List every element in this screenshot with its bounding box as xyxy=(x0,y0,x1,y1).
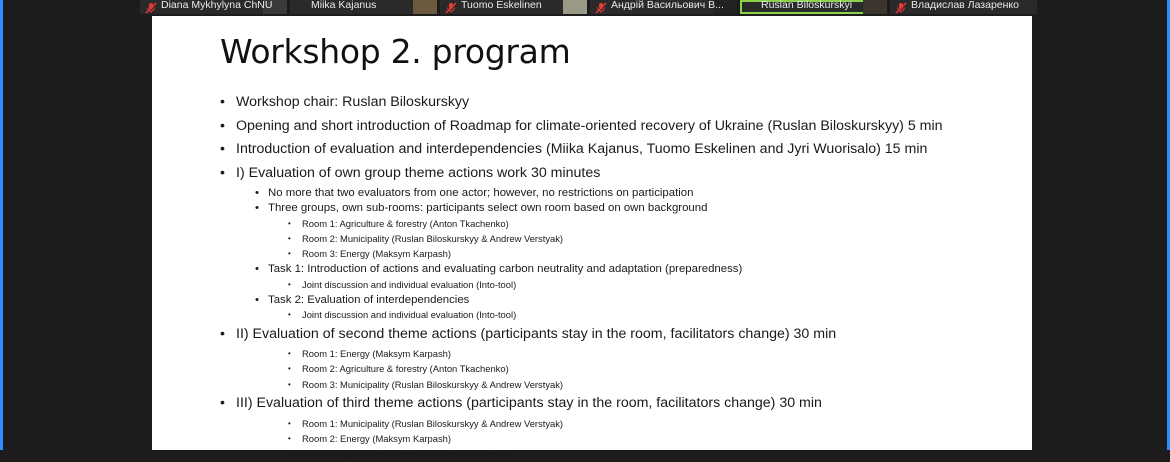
participant-name: Ruslan Biloskurskyi xyxy=(761,0,853,11)
muted-mic-icon xyxy=(895,1,907,13)
participant-tile[interactable] xyxy=(140,0,287,14)
participant-tile[interactable] xyxy=(890,0,1037,14)
muted-mic-icon xyxy=(445,1,457,13)
participant-name: Андрій Васильович В... xyxy=(611,0,724,11)
participant-name: Diana Mykhylyna ChNU xyxy=(161,0,273,11)
participant-name: Tuomo Eskelinen xyxy=(461,0,542,11)
slide-bullet-level-3: • Room 2: Energy (Maksym Karpash) xyxy=(220,432,1020,447)
muted-mic-icon xyxy=(595,1,607,13)
video-thumbnail xyxy=(863,0,887,14)
participant-strip xyxy=(140,0,1040,14)
video-thumbnail xyxy=(563,0,587,14)
slide-bullet-level-3: • Room 1: Energy (Maksym Karpash) xyxy=(220,347,1020,362)
slide-bullet-level-1: • III) Evaluation of third theme actions (participants stay in the room, facilitators change) 30 min xyxy=(220,393,1020,417)
slide-bullet-level-1: • II) Evaluation of second theme actions (participants stay in the room, facilitators change) 30 min xyxy=(220,324,1020,348)
slide-bullet-level-3: • Room 1: Municipality (Ruslan Biloskurskyy & Andrew Verstyak) xyxy=(220,417,1020,432)
participant-tile[interactable] xyxy=(440,0,587,14)
window-border-left xyxy=(0,0,3,450)
slide-bullet-level-1: • Introduction of evaluation and interdependencies (Miika Kajanus, Tuomo Eskelinen and Jyri Wuorisalo) 15 min xyxy=(220,139,1020,163)
slide-bullet-level-3: • Room 2: Agriculture & forestry (Anton Tkachenko) xyxy=(220,362,1020,377)
slide-bullet-level-3: • Room 3: Agriculture & forestry (Anton Tkachenko) xyxy=(220,447,1020,462)
mic-icon xyxy=(295,1,307,13)
slide-bullet-level-2: • No more that two evaluators from one actor; however, no restrictions on participation xyxy=(220,186,1020,201)
video-thumbnail xyxy=(413,0,437,14)
slide-bullet-level-1: • Opening and short introduction of Roadmap for climate-oriented recovery of Ukraine (Ruslan Biloskurskyy) 5 min xyxy=(220,116,1020,140)
slide-title: Workshop 2. program xyxy=(220,32,571,71)
participant-tile[interactable] xyxy=(290,0,437,14)
slide-bullet-level-1: • Workshop chair: Ruslan Biloskurskyy xyxy=(220,92,1020,116)
participant-name: Владислав Лазаренко xyxy=(911,0,1019,11)
participant-tile[interactable] xyxy=(740,0,887,14)
slide-bullet-level-3: • Joint discussion and individual evaluation (Into-tool) xyxy=(220,308,1020,323)
slide-bullet-level-2: • Task 2: Evaluation of interdependencies xyxy=(220,293,1020,308)
slide-bullet-level-3: • Joint discussion and individual evaluation (Into-tool) xyxy=(220,278,1020,293)
participant-tile[interactable] xyxy=(590,0,737,14)
muted-mic-icon xyxy=(145,1,157,13)
slide-bullet-level-2: • Three groups, own sub-rooms: participants select own room based on own background xyxy=(220,201,1020,216)
slide-bullet-level-3: • Room 3: Energy (Maksym Karpash) xyxy=(220,247,1020,262)
shared-slide xyxy=(152,16,1032,460)
participant-name: Miika Kajanus xyxy=(311,0,377,11)
slide-bullet-level-3: • Room 3: Municipality (Ruslan Biloskurskyy & Andrew Verstyak) xyxy=(220,378,1020,393)
slide-bullet-level-3: • Room 2: Municipality (Ruslan Biloskurskyy & Andrew Verstyak) xyxy=(220,232,1020,247)
slide-bullet-level-1: • I) Evaluation of own group theme actions work 30 minutes xyxy=(220,163,1020,187)
slide-bullet-level-3: • Room 1: Agriculture & forestry (Anton Tkachenko) xyxy=(220,217,1020,232)
slide-bullet-level-2: • Task 1: Introduction of actions and evaluating carbon neutrality and adaptation (preparedness) xyxy=(220,262,1020,277)
slide-content xyxy=(220,92,1020,462)
mic-icon xyxy=(745,1,757,13)
